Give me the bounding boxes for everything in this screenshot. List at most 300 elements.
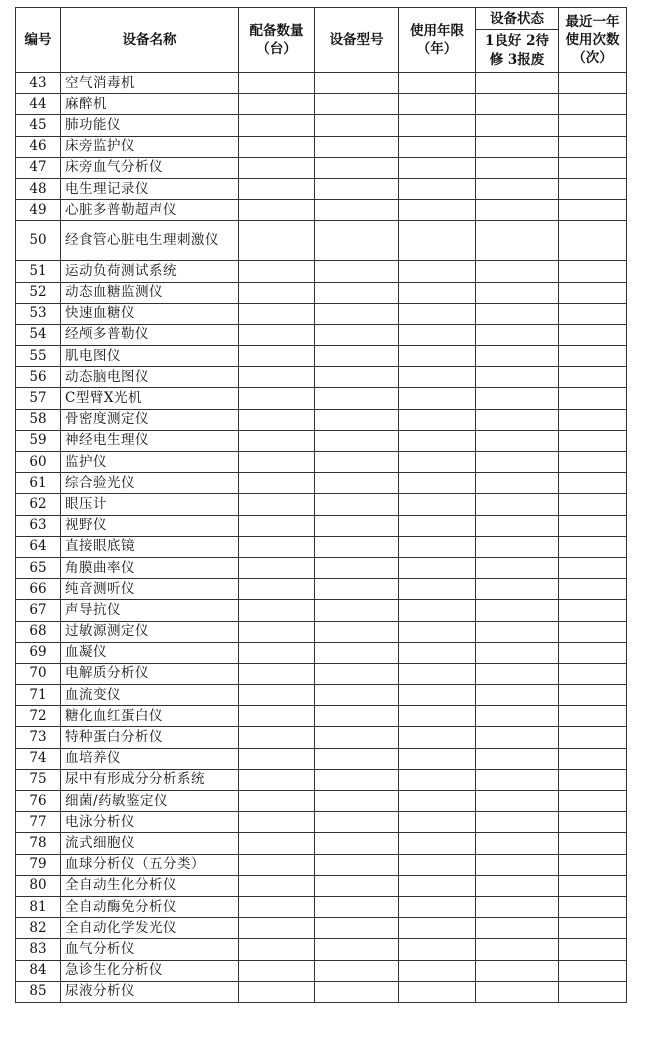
cell-life: [399, 346, 476, 367]
cell-state: [476, 388, 559, 409]
cell-state: [476, 157, 559, 178]
cell-device-name: 全自动生化分析仪: [61, 875, 239, 896]
cell-device-name: 尿液分析仪: [61, 981, 239, 1002]
cell-use: [559, 73, 627, 94]
cell-model: [315, 981, 399, 1002]
table-row: [16, 136, 627, 157]
table-row: [16, 115, 627, 136]
cell-device-name: 动态脑电图仪: [61, 367, 239, 388]
cell-device-name: 运动负荷测试系统: [61, 261, 239, 282]
header-name: 设备名称: [61, 8, 239, 73]
cell-qty: [239, 388, 315, 409]
cell-no: 59: [16, 430, 61, 451]
cell-state: [476, 452, 559, 473]
cell-device-name: 特种蛋白分析仪: [61, 727, 239, 748]
cell-qty: [239, 221, 315, 261]
cell-qty: [239, 854, 315, 875]
table-row: [16, 494, 627, 515]
cell-qty: [239, 303, 315, 324]
cell-life: [399, 94, 476, 115]
cell-use: [559, 960, 627, 981]
cell-no: 83: [16, 939, 61, 960]
cell-device-name: 动态血糖监测仪: [61, 282, 239, 303]
cell-no: 75: [16, 769, 61, 790]
cell-qty: [239, 94, 315, 115]
cell-qty: [239, 833, 315, 854]
table-row: [16, 536, 627, 557]
cell-no: 51: [16, 261, 61, 282]
cell-state: [476, 282, 559, 303]
table-row: [16, 706, 627, 727]
cell-use: [559, 452, 627, 473]
cell-life: [399, 430, 476, 451]
cell-life: [399, 324, 476, 345]
cell-life: [399, 854, 476, 875]
table-row: [16, 473, 627, 494]
cell-no: 81: [16, 896, 61, 917]
cell-use: [559, 115, 627, 136]
cell-qty: [239, 200, 315, 221]
cell-device-name: 神经电生理仪: [61, 430, 239, 451]
header-model: 设备型号: [315, 8, 399, 73]
cell-model: [315, 324, 399, 345]
cell-state: [476, 642, 559, 663]
cell-life: [399, 833, 476, 854]
cell-use: [559, 663, 627, 684]
table-row: [16, 324, 627, 345]
cell-qty: [239, 875, 315, 896]
cell-qty: [239, 430, 315, 451]
cell-no: 57: [16, 388, 61, 409]
cell-state: [476, 261, 559, 282]
header-life-line1: 使用年限: [410, 23, 464, 39]
cell-device-name: 心脏多普勒超声仪: [61, 200, 239, 221]
cell-life: [399, 918, 476, 939]
cell-no: 54: [16, 324, 61, 345]
cell-model: [315, 769, 399, 790]
cell-state: [476, 303, 559, 324]
cell-no: 69: [16, 642, 61, 663]
table-row: [16, 178, 627, 199]
cell-model: [315, 791, 399, 812]
cell-life: [399, 452, 476, 473]
cell-model: [315, 557, 399, 578]
cell-model: [315, 388, 399, 409]
cell-life: [399, 706, 476, 727]
cell-state: [476, 727, 559, 748]
table-row: [16, 430, 627, 451]
cell-life: [399, 896, 476, 917]
table-row: [16, 515, 627, 536]
cell-use: [559, 981, 627, 1002]
cell-life: [399, 600, 476, 621]
cell-use: [559, 94, 627, 115]
cell-qty: [239, 515, 315, 536]
cell-model: [315, 261, 399, 282]
table-row: [16, 833, 627, 854]
cell-model: [315, 221, 399, 261]
cell-model: [315, 600, 399, 621]
cell-state: [476, 557, 559, 578]
cell-qty: [239, 600, 315, 621]
cell-state: [476, 346, 559, 367]
table-row: [16, 73, 627, 94]
cell-device-name: 监护仪: [61, 452, 239, 473]
cell-use: [559, 685, 627, 706]
cell-state: [476, 430, 559, 451]
table-row: [16, 388, 627, 409]
cell-model: [315, 494, 399, 515]
cell-model: [315, 136, 399, 157]
cell-use: [559, 324, 627, 345]
equipment-table: [15, 7, 627, 1003]
cell-state: [476, 621, 559, 642]
header-state-line2: 修 3报废: [489, 52, 545, 68]
cell-model: [315, 473, 399, 494]
cell-state: [476, 960, 559, 981]
cell-model: [315, 748, 399, 769]
cell-device-name: 肺功能仪: [61, 115, 239, 136]
cell-device-name: 床旁血气分析仪: [61, 157, 239, 178]
cell-no: 49: [16, 200, 61, 221]
cell-qty: [239, 157, 315, 178]
table-row: [16, 579, 627, 600]
cell-life: [399, 136, 476, 157]
cell-life: [399, 579, 476, 600]
cell-use: [559, 178, 627, 199]
cell-device-name: 角膜曲率仪: [61, 557, 239, 578]
cell-state: [476, 94, 559, 115]
cell-no: 78: [16, 833, 61, 854]
cell-model: [315, 157, 399, 178]
cell-qty: [239, 115, 315, 136]
cell-no: 73: [16, 727, 61, 748]
cell-life: [399, 875, 476, 896]
cell-no: 55: [16, 346, 61, 367]
table-row: [16, 685, 627, 706]
cell-device-name: 肌电图仪: [61, 346, 239, 367]
cell-device-name: 骨密度测定仪: [61, 409, 239, 430]
cell-use: [559, 261, 627, 282]
cell-device-name: 尿中有形成分分析系统: [61, 769, 239, 790]
header-no: 编号: [16, 8, 61, 73]
cell-qty: [239, 769, 315, 790]
cell-device-name: 血凝仪: [61, 642, 239, 663]
cell-state: [476, 200, 559, 221]
cell-model: [315, 621, 399, 642]
cell-state: [476, 854, 559, 875]
cell-model: [315, 178, 399, 199]
cell-life: [399, 663, 476, 684]
cell-life: [399, 748, 476, 769]
cell-device-name: 过敏源测定仪: [61, 621, 239, 642]
cell-device-name: 空气消毒机: [61, 73, 239, 94]
cell-qty: [239, 812, 315, 833]
cell-use: [559, 430, 627, 451]
cell-state: [476, 367, 559, 388]
table-row: [16, 748, 627, 769]
cell-life: [399, 115, 476, 136]
cell-qty: [239, 282, 315, 303]
cell-life: [399, 409, 476, 430]
cell-qty: [239, 367, 315, 388]
cell-device-name: 直接眼底镜: [61, 536, 239, 557]
cell-model: [315, 73, 399, 94]
cell-qty: [239, 324, 315, 345]
table-row: [16, 875, 627, 896]
cell-model: [315, 833, 399, 854]
cell-life: [399, 303, 476, 324]
cell-use: [559, 367, 627, 388]
table-row: [16, 557, 627, 578]
cell-life: [399, 727, 476, 748]
table-row: [16, 812, 627, 833]
cell-state: [476, 494, 559, 515]
table-row: [16, 642, 627, 663]
cell-model: [315, 536, 399, 557]
cell-use: [559, 303, 627, 324]
cell-use: [559, 579, 627, 600]
cell-use: [559, 536, 627, 557]
cell-qty: [239, 579, 315, 600]
header-state-legend: [476, 30, 559, 73]
cell-use: [559, 557, 627, 578]
cell-life: [399, 791, 476, 812]
cell-qty: [239, 918, 315, 939]
cell-use: [559, 769, 627, 790]
cell-qty: [239, 261, 315, 282]
cell-model: [315, 960, 399, 981]
cell-no: 61: [16, 473, 61, 494]
header-life: [399, 8, 476, 73]
cell-device-name: 声导抗仪: [61, 600, 239, 621]
table-row: [16, 261, 627, 282]
table-row: [16, 791, 627, 812]
table-row: [16, 282, 627, 303]
cell-device-name: 全自动化学发光仪: [61, 918, 239, 939]
cell-qty: [239, 473, 315, 494]
cell-model: [315, 115, 399, 136]
cell-use: [559, 642, 627, 663]
cell-no: 52: [16, 282, 61, 303]
cell-device-name: 糖化血红蛋白仪: [61, 706, 239, 727]
equipment-table-sheet: [15, 7, 626, 1003]
cell-device-name: 视野仪: [61, 515, 239, 536]
cell-no: 60: [16, 452, 61, 473]
cell-use: [559, 346, 627, 367]
cell-use: [559, 221, 627, 261]
cell-use: [559, 896, 627, 917]
cell-state: [476, 918, 559, 939]
cell-qty: [239, 136, 315, 157]
cell-no: 82: [16, 918, 61, 939]
table-row: [16, 409, 627, 430]
cell-no: 72: [16, 706, 61, 727]
table-row: [16, 663, 627, 684]
cell-device-name: 急诊生化分析仪: [61, 960, 239, 981]
cell-model: [315, 367, 399, 388]
cell-qty: [239, 727, 315, 748]
table-row: [16, 918, 627, 939]
table-row: [16, 346, 627, 367]
cell-model: [315, 515, 399, 536]
cell-state: [476, 663, 559, 684]
cell-no: 62: [16, 494, 61, 515]
cell-use: [559, 875, 627, 896]
cell-use: [559, 157, 627, 178]
cell-device-name: 经食管心脏电生理刺激仪: [61, 221, 239, 261]
cell-life: [399, 221, 476, 261]
table-row: [16, 600, 627, 621]
cell-qty: [239, 981, 315, 1002]
cell-no: 47: [16, 157, 61, 178]
header-life-line2: （年）: [416, 41, 458, 57]
cell-model: [315, 812, 399, 833]
cell-no: 77: [16, 812, 61, 833]
cell-life: [399, 939, 476, 960]
cell-model: [315, 854, 399, 875]
cell-qty: [239, 73, 315, 94]
cell-device-name: 血流变仪: [61, 685, 239, 706]
cell-model: [315, 200, 399, 221]
cell-no: 70: [16, 663, 61, 684]
cell-life: [399, 178, 476, 199]
cell-life: [399, 642, 476, 663]
cell-use: [559, 748, 627, 769]
cell-life: [399, 685, 476, 706]
cell-no: 64: [16, 536, 61, 557]
table-row: [16, 157, 627, 178]
cell-life: [399, 282, 476, 303]
cell-device-name: C型臂X光机: [61, 388, 239, 409]
cell-model: [315, 642, 399, 663]
cell-model: [315, 303, 399, 324]
cell-device-name: 血培养仪: [61, 748, 239, 769]
table-row: [16, 854, 627, 875]
cell-state: [476, 579, 559, 600]
cell-use: [559, 388, 627, 409]
cell-life: [399, 960, 476, 981]
cell-use: [559, 918, 627, 939]
header-qty-line1: 配备数量: [249, 23, 304, 39]
cell-device-name: 床旁监护仪: [61, 136, 239, 157]
cell-device-name: 综合验光仪: [61, 473, 239, 494]
cell-qty: [239, 791, 315, 812]
cell-model: [315, 706, 399, 727]
cell-no: 63: [16, 515, 61, 536]
cell-no: 56: [16, 367, 61, 388]
cell-state: [476, 981, 559, 1002]
cell-no: 84: [16, 960, 61, 981]
cell-device-name: 电生理记录仪: [61, 178, 239, 199]
cell-state: [476, 473, 559, 494]
cell-state: [476, 515, 559, 536]
header-use-line3: （次）: [572, 50, 613, 66]
cell-no: 46: [16, 136, 61, 157]
cell-state: [476, 221, 559, 261]
table-row: [16, 769, 627, 790]
cell-state: [476, 769, 559, 790]
cell-state: [476, 706, 559, 727]
cell-no: 80: [16, 875, 61, 896]
cell-model: [315, 409, 399, 430]
cell-use: [559, 409, 627, 430]
cell-qty: [239, 409, 315, 430]
cell-use: [559, 282, 627, 303]
cell-state: [476, 409, 559, 430]
cell-life: [399, 473, 476, 494]
cell-model: [315, 727, 399, 748]
cell-use: [559, 854, 627, 875]
header-use: [559, 8, 627, 73]
cell-qty: [239, 960, 315, 981]
header-state-line1: 1良好 2待: [485, 33, 549, 49]
header-qty: [239, 8, 315, 73]
table-row: [16, 94, 627, 115]
cell-device-name: 经颅多普勒仪: [61, 324, 239, 345]
cell-qty: [239, 939, 315, 960]
cell-device-name: 血球分析仪（五分类）: [61, 854, 239, 875]
cell-qty: [239, 557, 315, 578]
cell-no: 50: [16, 221, 61, 261]
cell-model: [315, 579, 399, 600]
cell-model: [315, 282, 399, 303]
cell-no: 68: [16, 621, 61, 642]
cell-device-name: 纯音测听仪: [61, 579, 239, 600]
cell-life: [399, 73, 476, 94]
cell-life: [399, 621, 476, 642]
cell-model: [315, 875, 399, 896]
cell-no: 79: [16, 854, 61, 875]
cell-use: [559, 621, 627, 642]
cell-qty: [239, 346, 315, 367]
cell-model: [315, 896, 399, 917]
cell-use: [559, 600, 627, 621]
cell-qty: [239, 663, 315, 684]
cell-model: [315, 452, 399, 473]
cell-model: [315, 346, 399, 367]
cell-device-name: 快速血糖仪: [61, 303, 239, 324]
cell-state: [476, 875, 559, 896]
header-qty-line2: （台）: [256, 41, 297, 57]
cell-state: [476, 833, 559, 854]
cell-state: [476, 896, 559, 917]
table-row: [16, 727, 627, 748]
cell-use: [559, 706, 627, 727]
cell-use: [559, 833, 627, 854]
table-row: [16, 960, 627, 981]
cell-qty: [239, 685, 315, 706]
table-row: [16, 367, 627, 388]
table-header: [16, 8, 627, 73]
cell-device-name: 眼压计: [61, 494, 239, 515]
cell-use: [559, 136, 627, 157]
cell-state: [476, 178, 559, 199]
cell-no: 65: [16, 557, 61, 578]
cell-life: [399, 388, 476, 409]
cell-qty: [239, 642, 315, 663]
cell-qty: [239, 494, 315, 515]
cell-life: [399, 494, 476, 515]
cell-model: [315, 939, 399, 960]
cell-model: [315, 430, 399, 451]
cell-qty: [239, 178, 315, 199]
cell-model: [315, 685, 399, 706]
cell-state: [476, 115, 559, 136]
cell-device-name: 电解质分析仪: [61, 663, 239, 684]
cell-no: 43: [16, 73, 61, 94]
cell-life: [399, 981, 476, 1002]
